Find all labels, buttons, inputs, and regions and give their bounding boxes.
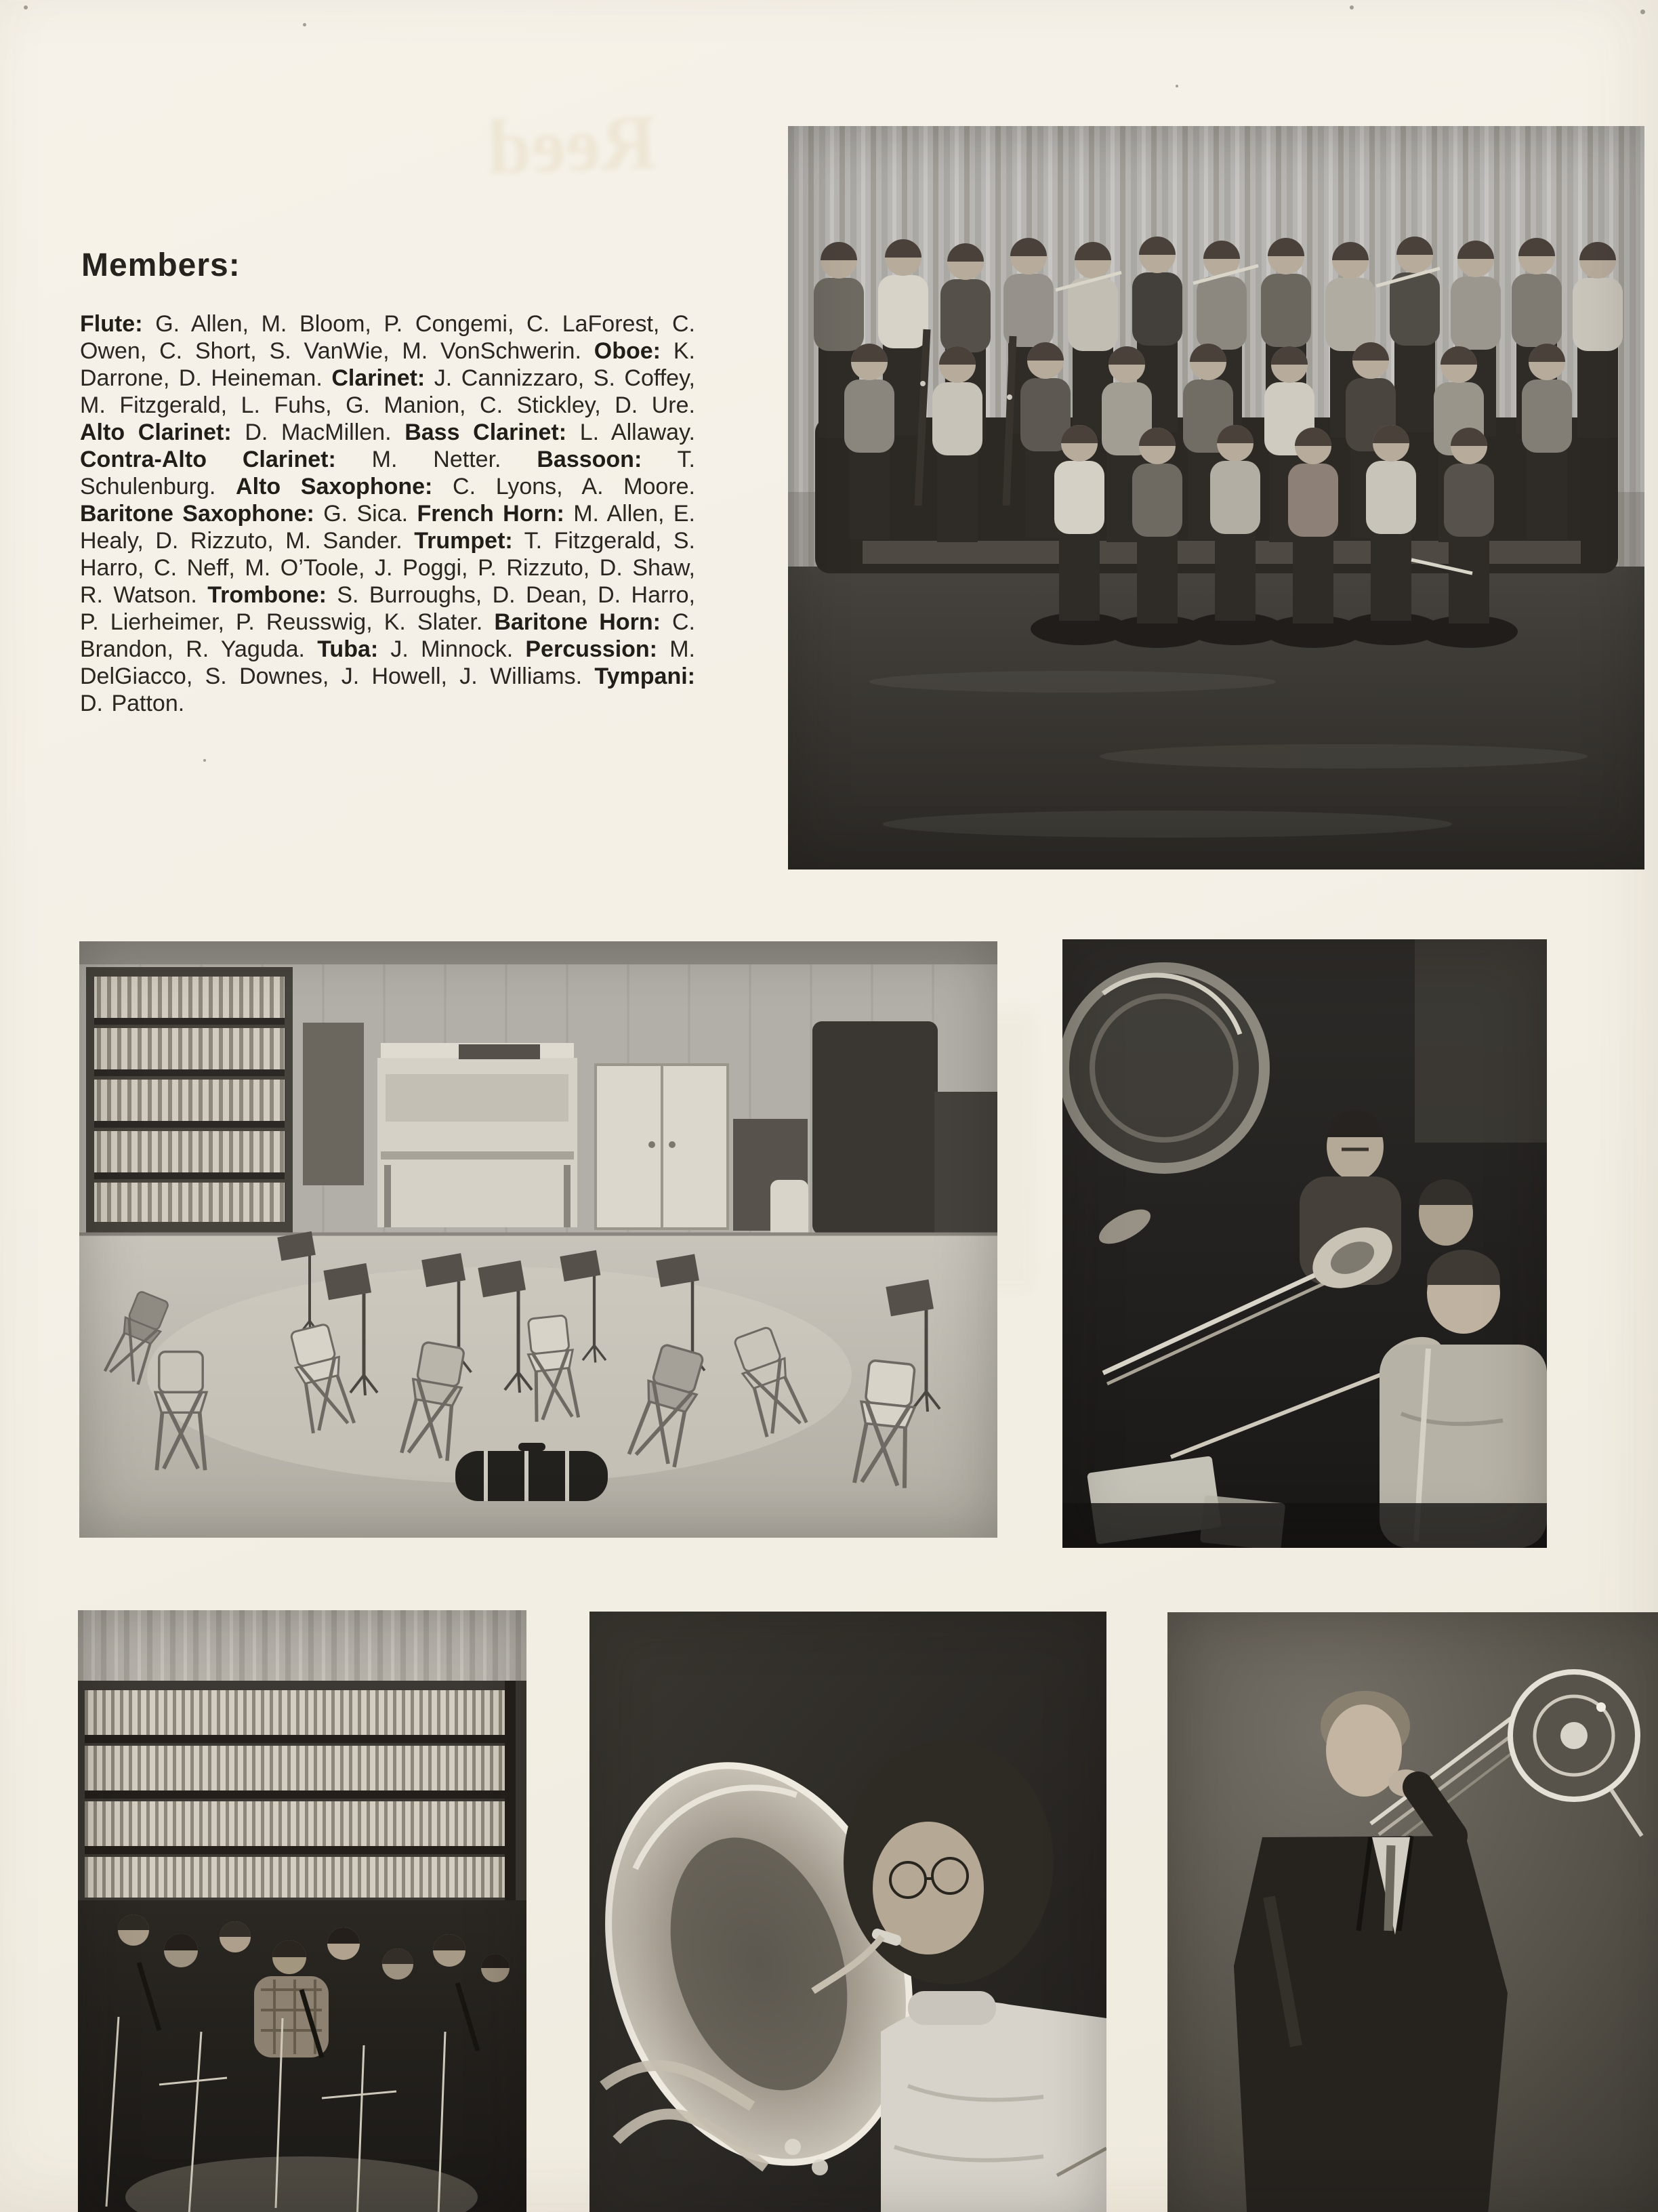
page-title: Members:: [81, 247, 241, 284]
dust-speck: [303, 23, 306, 26]
instrument-label: Alto Saxophone:: [236, 474, 433, 499]
instrument-label: Baritone Horn:: [494, 609, 661, 635]
instrument-label: Trombone:: [207, 582, 327, 608]
instrument-label: Tuba:: [317, 636, 379, 662]
instrument-case: [455, 1443, 608, 1501]
dust-speck: [1350, 5, 1354, 9]
dust-speck: [1640, 9, 1645, 14]
instrument-label: Alto Clarinet:: [80, 419, 232, 445]
bleed-through-text: Reed: [486, 98, 659, 191]
photo-trombone-section: [1062, 939, 1547, 1548]
wall-panel: [1415, 939, 1547, 1143]
instrument-label: Baritone Saxophone:: [80, 501, 314, 527]
instrument-label: Oboe:: [594, 338, 661, 364]
instrument-label: Bassoon:: [537, 447, 642, 472]
instrument-label: Flute:: [80, 311, 143, 337]
instrument-label: Percussion:: [525, 636, 657, 662]
instrument-label: Contra-Alto Clarinet:: [80, 447, 336, 472]
curtain-top: [78, 1610, 526, 1692]
photo-empty-room: [79, 941, 997, 1538]
instrument-label: Bass Clarinet:: [405, 419, 567, 445]
photo-band-group: [788, 126, 1644, 869]
photo-standing-trombonist: [1167, 1612, 1658, 2212]
instrument-label: Clarinet:: [331, 365, 426, 391]
sousaphone-bell: [1064, 968, 1264, 1168]
members-roster: Flute: G. Allen, M. Bloom, P. Congemi, C. LaForest, C. Owen, C. Short, S. VanWie, M. VonSchwerin. Oboe: K. Darrone, D. Heineman. Clarinet: J. Cannizzaro, S. Coffey, M. Fitzgerald, L. Fuhs, G. Manion, C. Stickley, D. Ure. Alto Clarinet: D. MacMillen. Bass Clarinet: L. Allaway. Contra-Alto Clarinet: M. Netter. Bassoon: T. Schulenburg. Alto Saxophone: C. Lyons, A. Moore. Baritone Saxophone: G. Sica. French Horn: M. Allen, E. Healy, D. Rizzuto, M. Sander. Trumpet: T. Fitzgerald, S. Harro, C. Neff, M. O’Toole, J. Poggi, P. Rizzuto, D. Shaw, R. Watson. Trombone: S. Burroughs, D. Dean, D. Harro, P. Lierheimer, P. Reusswig, K. Slater. Baritone Horn: C. Brandon, R. Yaguda. Tuba: J. Minnock. Percussion: M. DelGiacco, S. Downes, J. Howell, J. Williams. Tympani: D. Patton.: [80, 311, 696, 716]
white-turtleneck: [881, 1991, 1106, 2212]
dust-speck: [24, 5, 28, 9]
instrument-label: Tympani:: [594, 663, 695, 689]
photo-tuba-player: [589, 1612, 1106, 2212]
photo-rehearsal-shelves: [78, 1610, 526, 2212]
ceiling-shadow: [79, 941, 997, 964]
dust-speck: [1176, 85, 1178, 87]
piano: [377, 1043, 577, 1227]
instrument-label: French Horn:: [417, 501, 564, 527]
foreground-shadow: [1062, 1503, 1547, 1548]
storage-cabinet: [596, 1065, 728, 1229]
instrument-label: Trumpet:: [414, 528, 513, 554]
folder-shelves: [78, 1681, 526, 1904]
dust-speck: [203, 759, 206, 762]
